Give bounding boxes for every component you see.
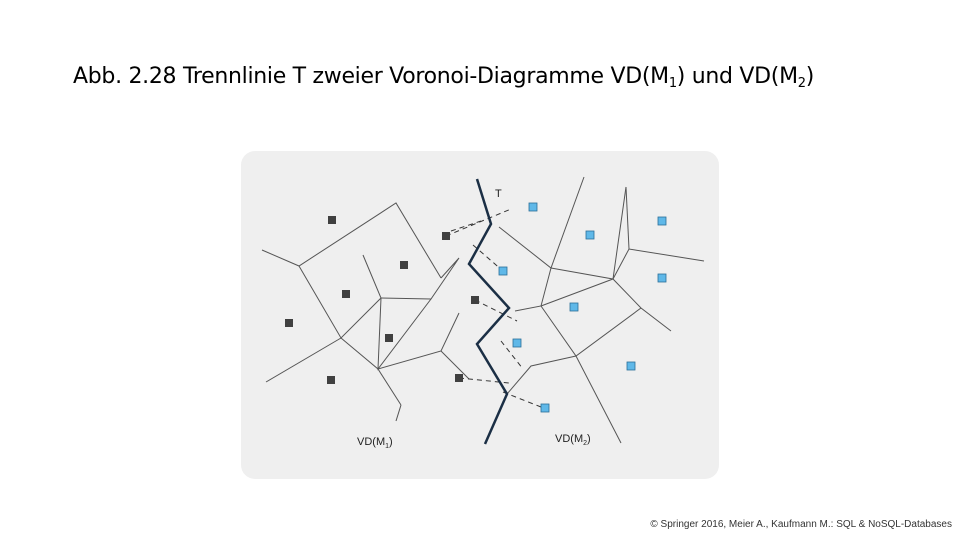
voronoi-edge [266, 338, 341, 382]
caption-prefix: Trennlinie T zweier Voronoi-Diagramme VD(M [182, 64, 669, 89]
site-m1 [342, 290, 350, 298]
site-m2 [529, 203, 537, 211]
site-m1 [400, 261, 408, 269]
voronoi-edge [299, 255, 381, 338]
site-m2 [658, 217, 666, 225]
slide-title [73, 62, 814, 92]
label-vd-m1: $VD(M_1)$ [357, 436, 393, 450]
voronoi-edge [507, 356, 576, 394]
voronoi-edge [381, 258, 459, 299]
label-vd-m2: $VD(M_2)$ [555, 433, 591, 447]
voronoi-edge [576, 356, 621, 443]
site-m1 [285, 319, 293, 327]
site-m2 [586, 231, 594, 239]
figure-number: Abb. 2.28 [73, 64, 177, 89]
caption-sub2: 2 [797, 76, 806, 91]
site-m1 [385, 334, 393, 342]
site-m1 [328, 216, 336, 224]
site-m2 [627, 362, 635, 370]
voronoi-edge [541, 306, 641, 356]
site-m2 [541, 404, 549, 412]
site-m1 [471, 296, 479, 304]
separator-label: T [495, 188, 502, 200]
points-m1 [285, 216, 479, 384]
voronoi-edge [396, 405, 401, 421]
voronoi-diagram [241, 151, 719, 479]
voronoi-edge [499, 177, 584, 268]
site-m2 [658, 274, 666, 282]
dashed-connector [446, 209, 511, 236]
dashed-connector [475, 300, 517, 321]
site-m2 [570, 303, 578, 311]
voronoi-edge [541, 279, 671, 331]
caption-sub1: 1 [668, 76, 677, 91]
site-m1 [442, 232, 450, 240]
site-m1 [327, 376, 335, 384]
voronoi-edge [341, 338, 401, 405]
dashed-connector [503, 392, 541, 407]
voronoi-edge [262, 203, 441, 278]
voronoi-edge [626, 187, 629, 249]
dashed-connector [459, 378, 509, 383]
voronoi-edges-m1 [262, 203, 469, 421]
site-m1 [455, 374, 463, 382]
copyright-footer: © Springer 2016, Meier A., Kaufmann M.: SQL & NoSQL-Databases [650, 519, 952, 530]
voronoi-edge [378, 298, 431, 369]
caption-middle: ) und VD(M [676, 64, 798, 89]
site-m2 [499, 267, 507, 275]
caption-suffix: ) [805, 64, 815, 89]
dashed-connector [451, 221, 481, 231]
voronoi-edges-m2 [499, 177, 704, 443]
separator-line-t [469, 179, 509, 444]
site-m2 [513, 339, 521, 347]
